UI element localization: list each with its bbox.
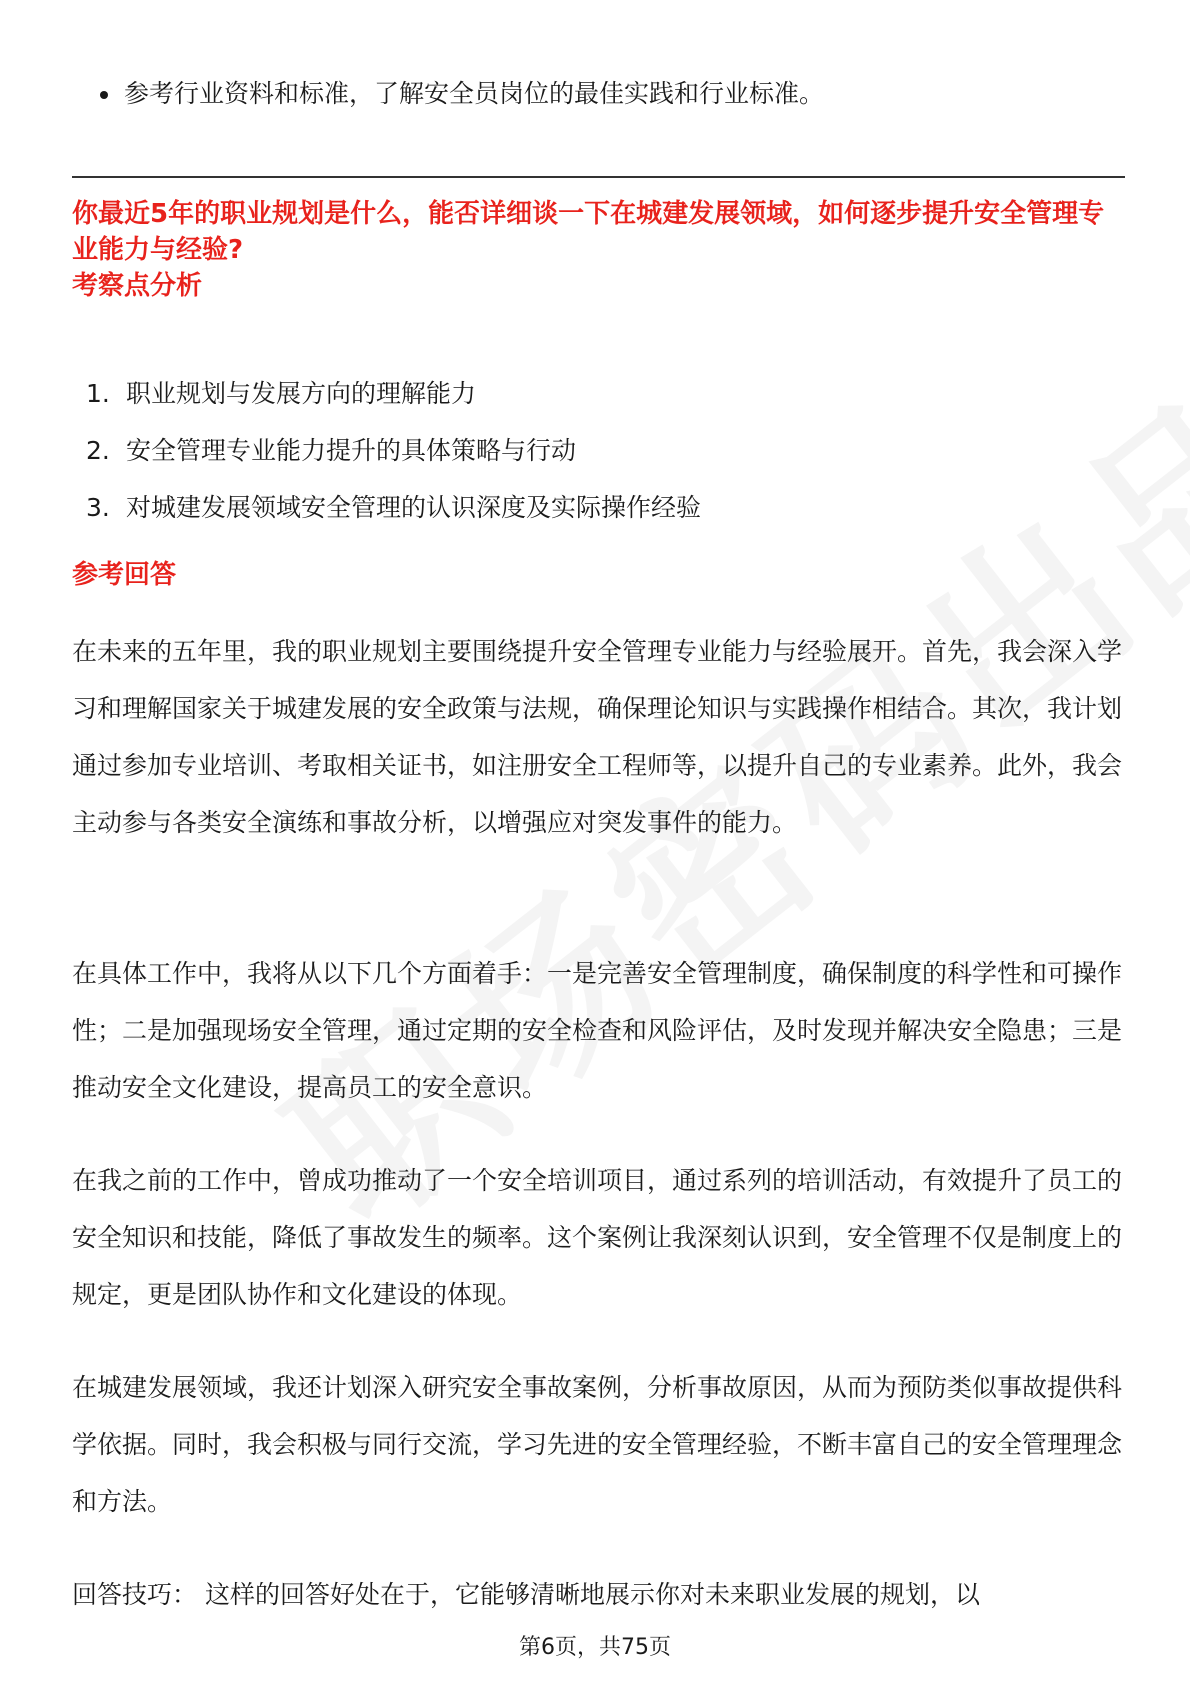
- intro-bullet-list: [72, 74, 1122, 114]
- analysis-list: [72, 365, 1122, 536]
- bullet-dot-icon: [100, 91, 108, 99]
- bullet-text: 参考行业资料和标准，了解安全员岗位的最佳实践和行业标准。: [124, 79, 825, 108]
- list-item: [72, 479, 1122, 536]
- item-number: 2.: [86, 436, 110, 465]
- answer-paragraph-2: 在具体工作中，我将从以下几个方面着手：一是完善安全管理制度，确保制度的科学性和可操作性；二是加强现场安全管理，通过定期的安全检查和风险评估，及时发现并解决安全隐患；三是推动安全文化建设，提高员工的安全意识。: [72, 959, 1123, 1102]
- item-text: 安全管理专业能力提升的具体策略与行动: [126, 436, 577, 465]
- page-footer: 第6页，共75页: [519, 1635, 671, 1660]
- answer-heading: 参考回答: [72, 560, 177, 590]
- question-title: 你最近5年的职业规划是什么，能否详细谈一下在城建发展领域，如何逐步提升安全管理专业能力与经验?: [72, 199, 1105, 265]
- item-number: 3.: [86, 493, 110, 522]
- item-text: 职业规划与发展方向的理解能力: [126, 379, 477, 408]
- list-item: [72, 365, 1122, 422]
- list-item: [72, 74, 1122, 114]
- answer-paragraph-1: 在未来的五年里，我的职业规划主要围绕提升安全管理专业能力与经验展开。首先，我会深入学习和理解国家关于城建发展的安全政策与法规，确保理论知识与实践操作相结合。其次，我计划通过参加专业培训、考取相关证书，如注册安全工程师等，以提升自己的专业素养。此外，我会主动参与各类安全演练和事故分析，以增强应对突发事件的能力。: [72, 637, 1123, 837]
- item-text: 对城建发展领域安全管理的认识深度及实际操作经验: [126, 493, 702, 522]
- answer-paragraph-3: 在我之前的工作中，曾成功推动了一个安全培训项目，通过系列的培训活动，有效提升了员工的安全知识和技能，降低了事故发生的频率。这个案例让我深刻认识到，安全管理不仅是制度上的规定，更是团队协作和文化建设的体现。: [72, 1166, 1123, 1309]
- list-item: [72, 422, 1122, 479]
- item-number: 1.: [86, 379, 110, 408]
- section-divider: [72, 176, 1125, 178]
- answer-tip: 回答技巧： 这样的回答好处在于，它能够清晰地展示你对未来职业发展的规划，以: [72, 1580, 980, 1609]
- analysis-heading: 考察点分析: [72, 271, 203, 301]
- answer-paragraph-4: 在城建发展领域，我还计划深入研究安全事故案例，分析事故原因，从而为预防类似事故提供科学依据。同时，我会积极与同行交流，学习先进的安全管理经验，不断丰富自己的安全管理理念和方法。: [72, 1373, 1123, 1516]
